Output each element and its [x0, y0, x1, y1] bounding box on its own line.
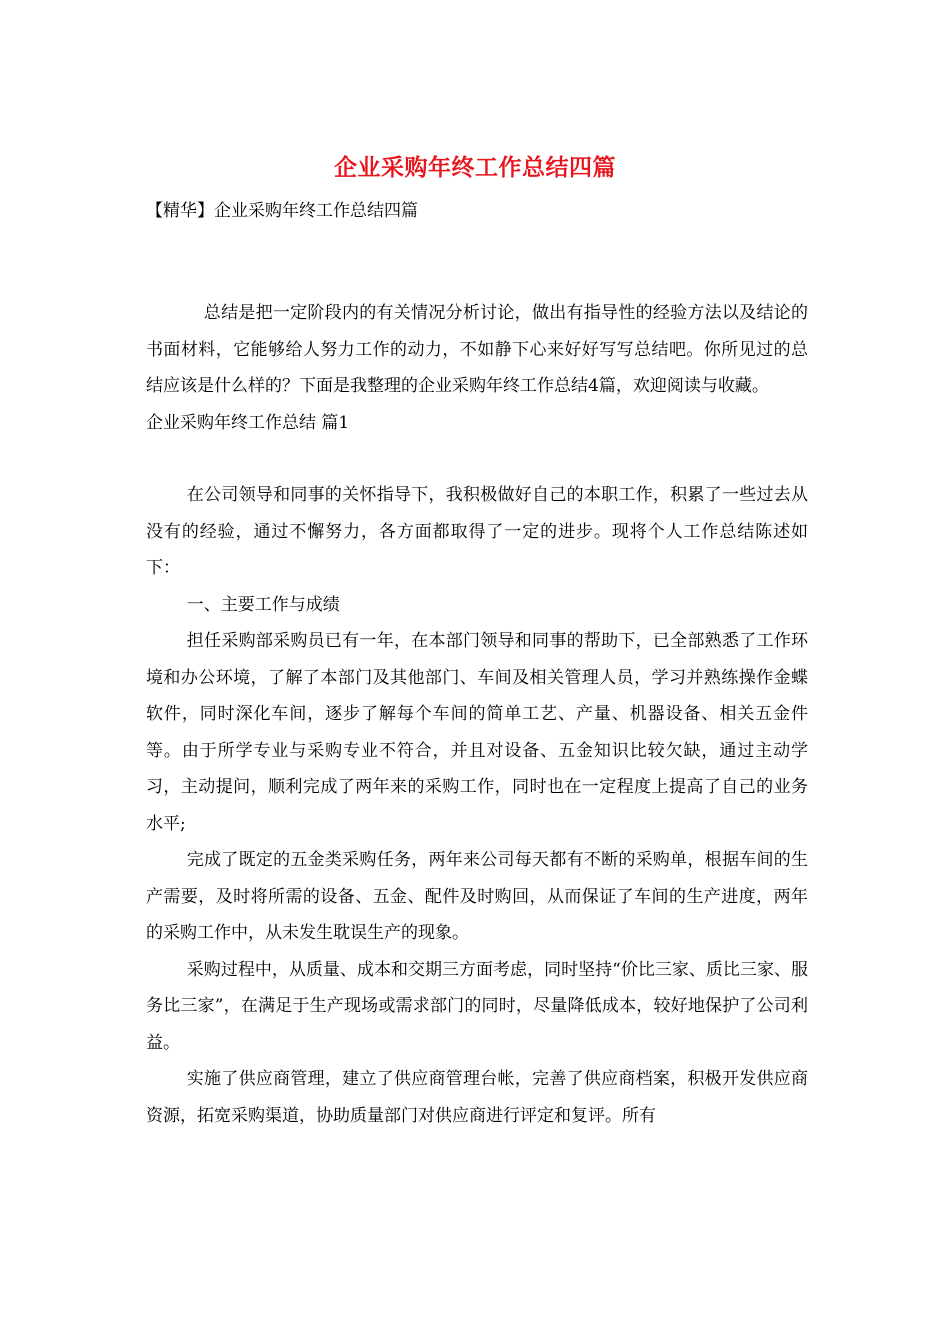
document-body: [146, 295, 808, 1134]
section-heading: 企业采购年终工作总结 篇1: [146, 412, 350, 433]
body-paragraph: 担任采购部采购员已有一年，在本部门领导和同事的帮助下，已全部熟悉了工作环境和办公环境，了解了本部门及其他部门、车间及相关管理人员，学习并熟练操作金蝶软件，同时深化车间，逐步了解每个车间的简单工艺、产量、机器设备、相关五金件等。由于所学专业与采购专业不符合，并且对设备、五金知识比较欠缺，通过主动学习，主动提问，顺利完成了两年来的采购工作，同时也在一定程度上提高了自己的业务水平;: [146, 631, 808, 834]
subsection-heading: 一、主要工作与成绩: [186, 594, 340, 615]
document-subtitle: 【精华】企业采购年终工作总结四篇: [146, 201, 418, 221]
document-title: 企业采购年终工作总结四篇: [334, 154, 616, 181]
body-paragraph: 在公司领导和同事的关怀指导下，我积极做好自己的本职工作，积累了一些过去从没有的经验，通过不懈努力，各方面都取得了一定的进步。现将个人工作总结陈述如下：: [146, 485, 808, 578]
intro-paragraph: 总结是把一定阶段内的有关情况分析讨论，做出有指导性的经验方法以及结论的书面材料，它能够给人努力工作的动力，不如静下心来好好写写总结吧。你所见过的总结应该是什么样的？下面是我整理的企业采购年终工作总结4篇，欢迎阅读与收藏。: [146, 303, 808, 396]
body-paragraph: 采购过程中，从质量、成本和交期三方面考虑，同时坚持“价比三家、质比三家、服务比三家”，在满足于生产现场或需求部门的同时，尽量降低成本，较好地保护了公司利益。: [146, 959, 808, 1053]
section-gap: [146, 441, 808, 477]
body-paragraph: 完成了既定的五金类采购任务，两年来公司每天都有不断的采购单，根据车间的生产需要，及时将所需的设备、五金、配件及时购回，从而保证了车间的生产进度，两年的采购工作中，从未发生耽误生产的现象。: [146, 850, 808, 943]
body-paragraph: 实施了供应商管理，建立了供应商管理台帐，完善了供应商档案，积极开发供应商资源，拓宽采购渠道，协助质量部门对供应商进行评定和复评。所有: [146, 1069, 808, 1126]
